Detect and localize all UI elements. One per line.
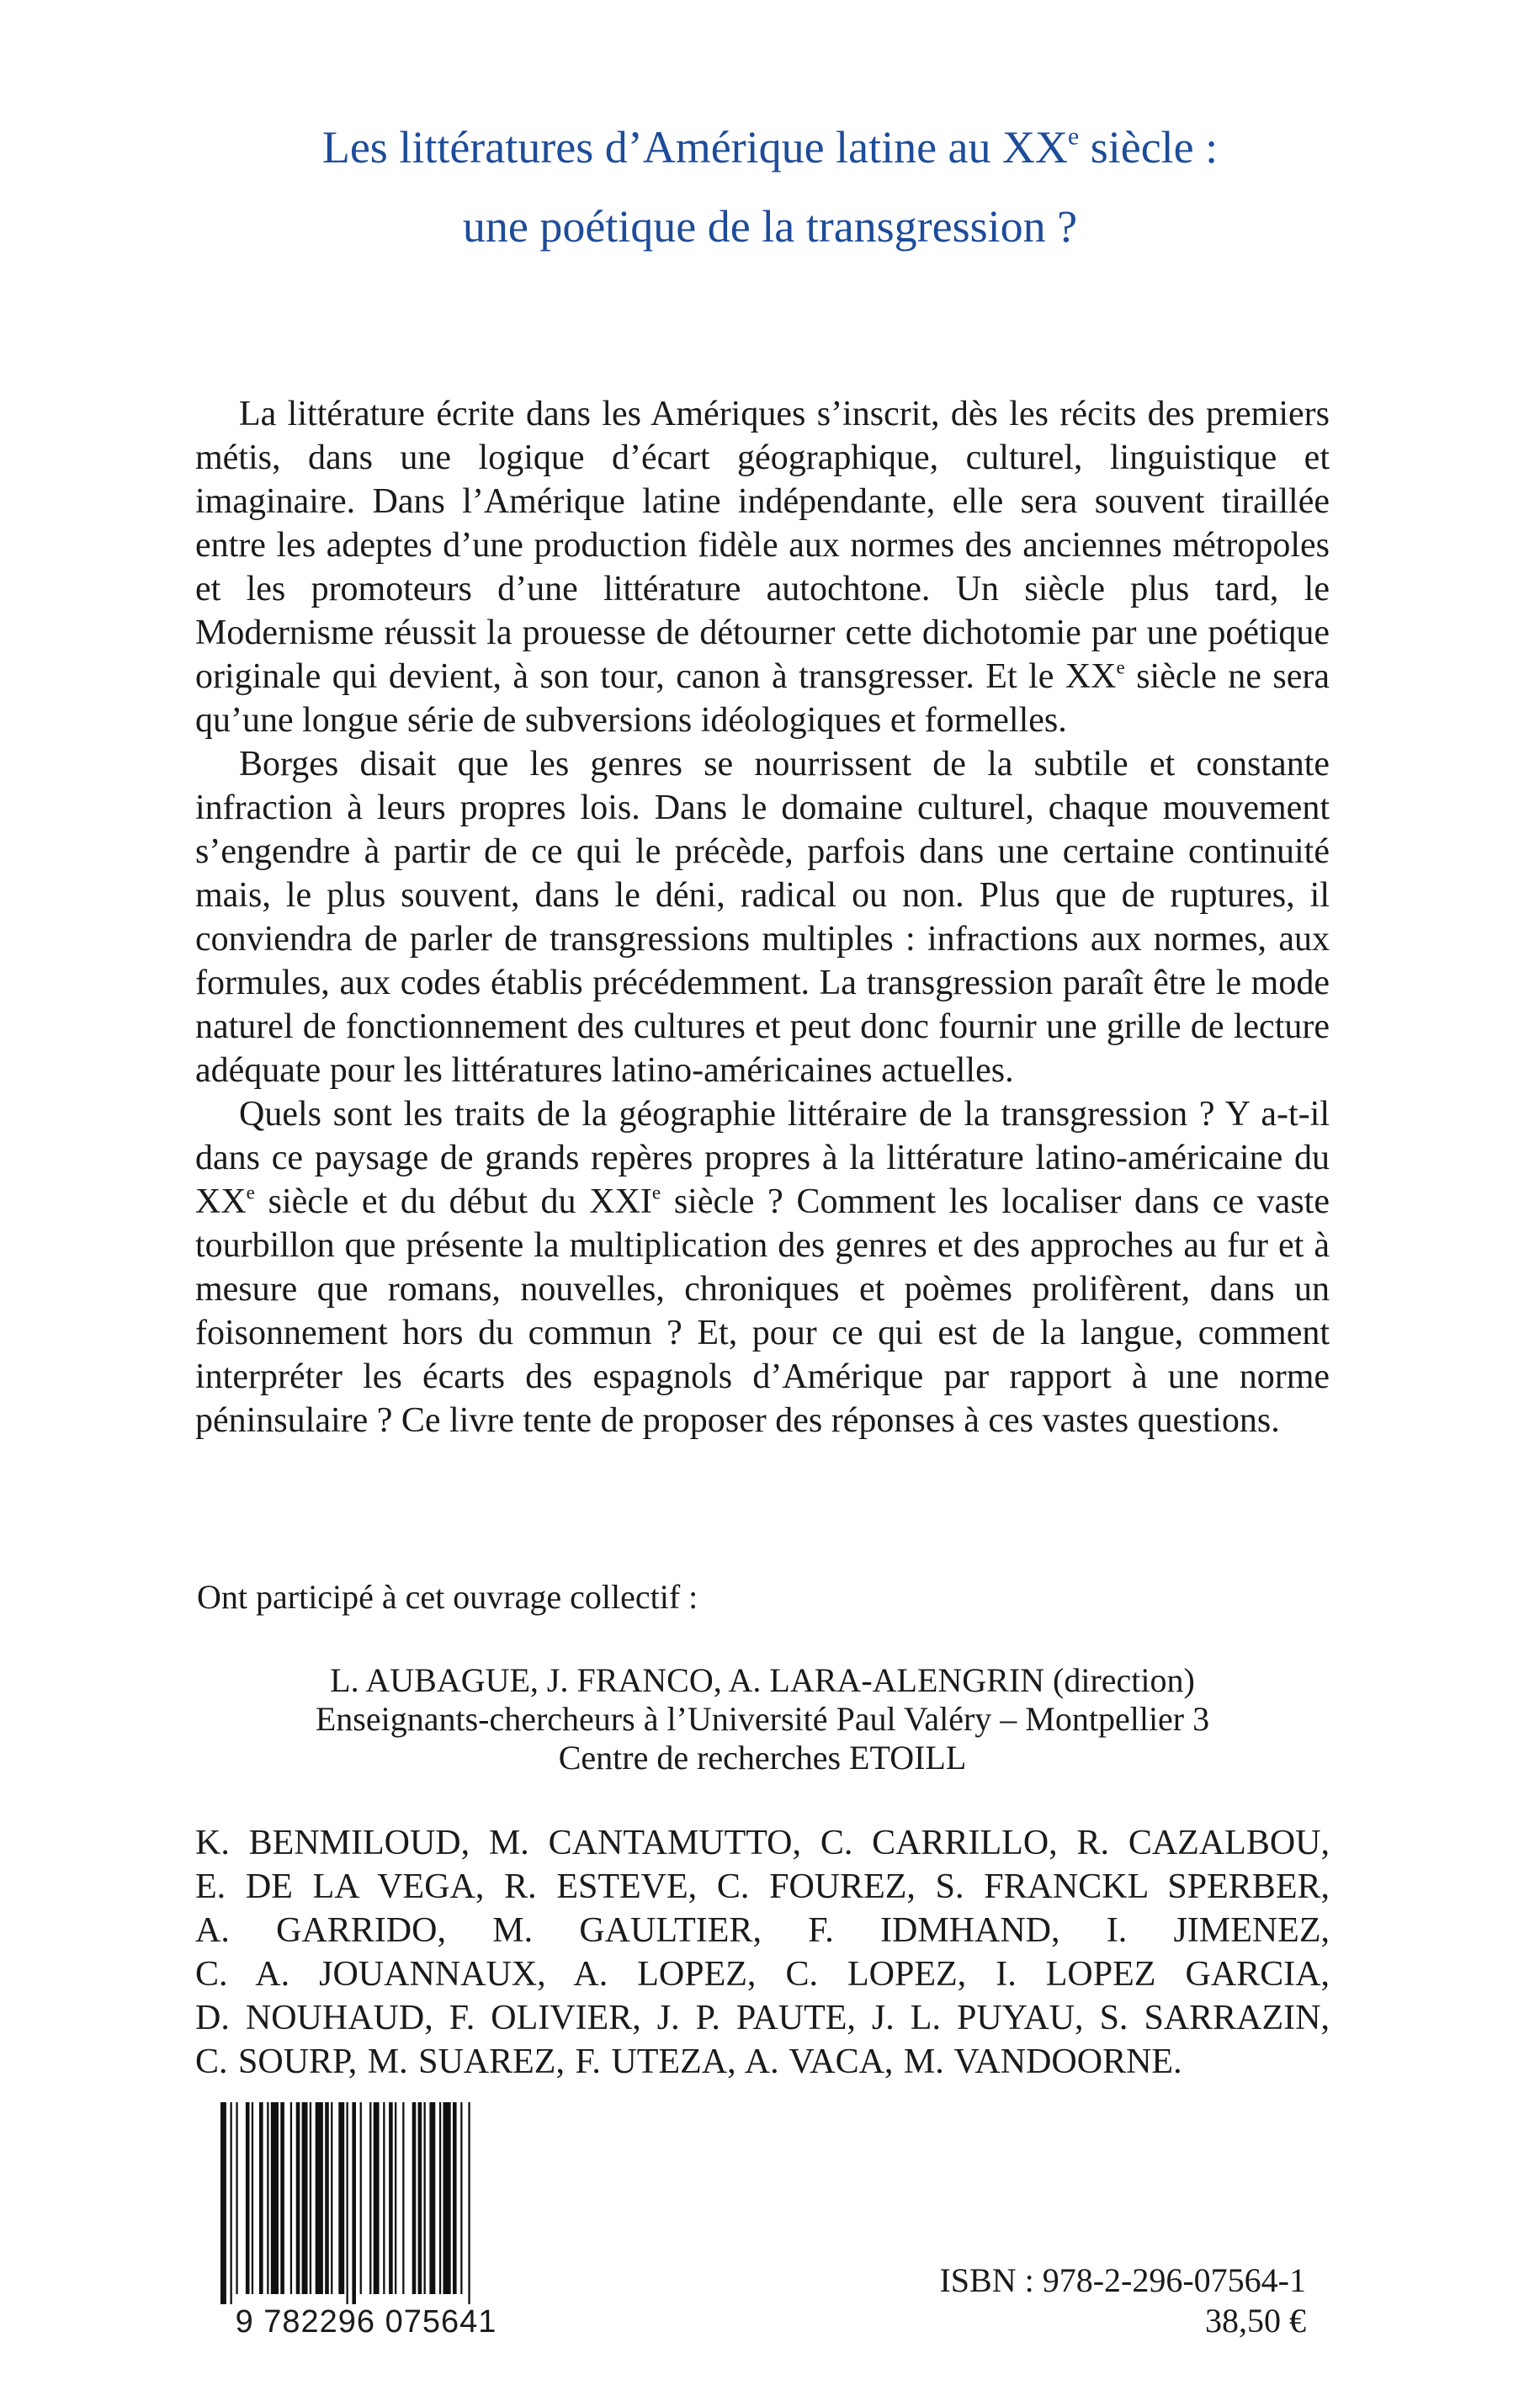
barcode-bar bbox=[418, 2102, 422, 2294]
book-title bbox=[126, 108, 1414, 266]
authors-line: A. GARRIDO, M. GAULTIER, F. IDMHAND, I. JIMENEZ, bbox=[195, 1911, 1330, 1950]
barcode-bar bbox=[220, 2102, 226, 2304]
barcode-bar bbox=[389, 2102, 393, 2294]
paragraph-3: Quels sont les traits de la géographie littéraire de la transgression ? Y a-t-il dans ce paysage de grands repères propres à la littérature latino-américaine du XXe siècle et du début du XXIe siècle ? Comment les localiser dans ce vaste tourbillon que présente la multiplication des genres et des approches au fur et à mesure que romans, nouvelles, chroniques et poèmes prolifèrent, dans un foisonnement hors du commun ? Et, pour ce qui est de la langue, comment interpréter les écarts des espagnols d’Amérique par rapport à une norme péninsulaire ? Ce livre tente de proposer des réponses à ces vastes questions. bbox=[195, 1095, 1330, 1440]
barcode-bar bbox=[443, 2102, 451, 2294]
isbn-price-block bbox=[939, 2260, 1306, 2341]
barcode-bar bbox=[246, 2102, 250, 2294]
barcode-bar bbox=[395, 2102, 396, 2294]
research-center: Centre de recherches ETOILL bbox=[558, 1739, 967, 1777]
barcode-bar bbox=[460, 2102, 462, 2294]
authors-line: C. SOURP, M. SUAREZ, F. UTEZA, A. VACA, M. VANDOORNE. bbox=[195, 2042, 1182, 2081]
barcode-bar bbox=[338, 2102, 344, 2294]
barcode-bar bbox=[453, 2102, 457, 2294]
barcode-bar bbox=[429, 2102, 435, 2294]
title-line-2: une poétique de la transgression ? bbox=[462, 201, 1078, 252]
barcode-bar bbox=[468, 2102, 470, 2304]
barcode-bar bbox=[296, 2102, 300, 2294]
barcode-bar bbox=[347, 2102, 348, 2304]
editors-affiliation: Enseignants-chercheurs à l’Université Paul Valéry – Montpellier 3 bbox=[315, 1700, 1210, 1738]
authors-line: K. BENMILOUD, M. CANTAMUTTO, C. CARRILLO, R. CAZALBOU, bbox=[195, 1824, 1330, 1862]
barcode-bar bbox=[424, 2102, 426, 2294]
barcode-bar bbox=[331, 2102, 332, 2294]
authors-line: C. A. JOUANNAUX, A. LOPEZ, C. LOPEZ, I. LOPEZ GARCIA, bbox=[195, 1955, 1330, 1994]
barcode-bar bbox=[383, 2102, 385, 2294]
barcode-digits: 9 782296 075641 bbox=[235, 2304, 497, 2340]
barcode-bar bbox=[374, 2102, 380, 2294]
barcode-bar bbox=[231, 2102, 232, 2304]
barcode-bar bbox=[360, 2102, 362, 2294]
barcode-bar bbox=[290, 2102, 292, 2294]
barcode-bar bbox=[310, 2102, 311, 2294]
barcode-bars bbox=[217, 2102, 513, 2304]
barcode-bar bbox=[352, 2102, 356, 2304]
barcode-bar bbox=[325, 2102, 329, 2294]
authors-line: D. NOUHAUD, F. OLIVIER, J. P. PAUTE, J. L. PUYAU, S. SARRAZIN, bbox=[195, 1999, 1330, 2037]
barcode-bar bbox=[271, 2102, 279, 2294]
barcode-bar bbox=[236, 2102, 237, 2294]
authors-line: E. DE LA VEGA, R. ESTEVE, C. FOUREZ, S. FRANCKL SPERBER, bbox=[195, 1867, 1330, 1906]
title-line-1: Les littératures d’Amérique latine au XXe siècle : bbox=[321, 122, 1219, 173]
back-cover-text bbox=[195, 392, 1330, 1442]
barcode-bar bbox=[412, 2102, 417, 2294]
barcode-bar bbox=[267, 2102, 268, 2294]
authors-list bbox=[195, 1821, 1330, 2084]
editors-names: L. AUBAGUE, J. FRANCO, A. LARA-ALENGRIN (direction) bbox=[330, 1661, 1195, 1699]
barcode-bar bbox=[316, 2102, 323, 2294]
barcode-bar bbox=[402, 2102, 404, 2294]
barcode-bar bbox=[280, 2102, 284, 2294]
isbn: ISBN : 978-2-296-07564-1 bbox=[939, 2261, 1306, 2299]
barcode-bar bbox=[369, 2102, 371, 2294]
barcode-bar bbox=[302, 2102, 308, 2294]
price: 38,50 € bbox=[1205, 2302, 1306, 2340]
paragraph-1: La littérature écrite dans les Amériques s’inscrit, dès les récits des premiers métis, dans une logique d’écart géographique, culturel, linguistique et imaginaire. Dans l’Amérique latine indépendante, elle sera souvent tiraillée entre les adeptes d’une production fidèle aux normes des anciennes métropoles et les promoteurs d’une littérature autochtone. Un siècle plus tard, le Modernisme réussit la prouesse de détourner cette dichotomie par une poétique originale qui devient, à son tour, canon à transgresser. Et le XXe siècle ne sera qu’une longue série de subversions idéologiques et formelles. bbox=[195, 395, 1330, 740]
barcode-bar bbox=[259, 2102, 263, 2294]
barcode-bar bbox=[439, 2102, 441, 2294]
barcode-bar bbox=[252, 2102, 253, 2294]
editors-block bbox=[195, 1661, 1330, 1777]
contributors-intro: Ont participé à cet ouvrage collectif : bbox=[197, 1578, 698, 1616]
paragraph-2: Borges disait que les genres se nourrissent de la subtile et constante infraction à leurs propres lois. Dans le domaine culturel, chaque mouvement s’engendre à partir de ce qui le précède, parfois dans une certaine continuité mais, le plus souvent, dans le déni, radical ou non. Plus que de ruptures, il conviendra de parler de transgressions multiples : infractions aux normes, aux formules, aux codes établis précédemment. La transgression paraît être le mode naturel de fonctionnement des cultures et peut donc fournir une grille de lecture adéquate pour les littératures latino-américaines actuelles. bbox=[195, 745, 1330, 1090]
